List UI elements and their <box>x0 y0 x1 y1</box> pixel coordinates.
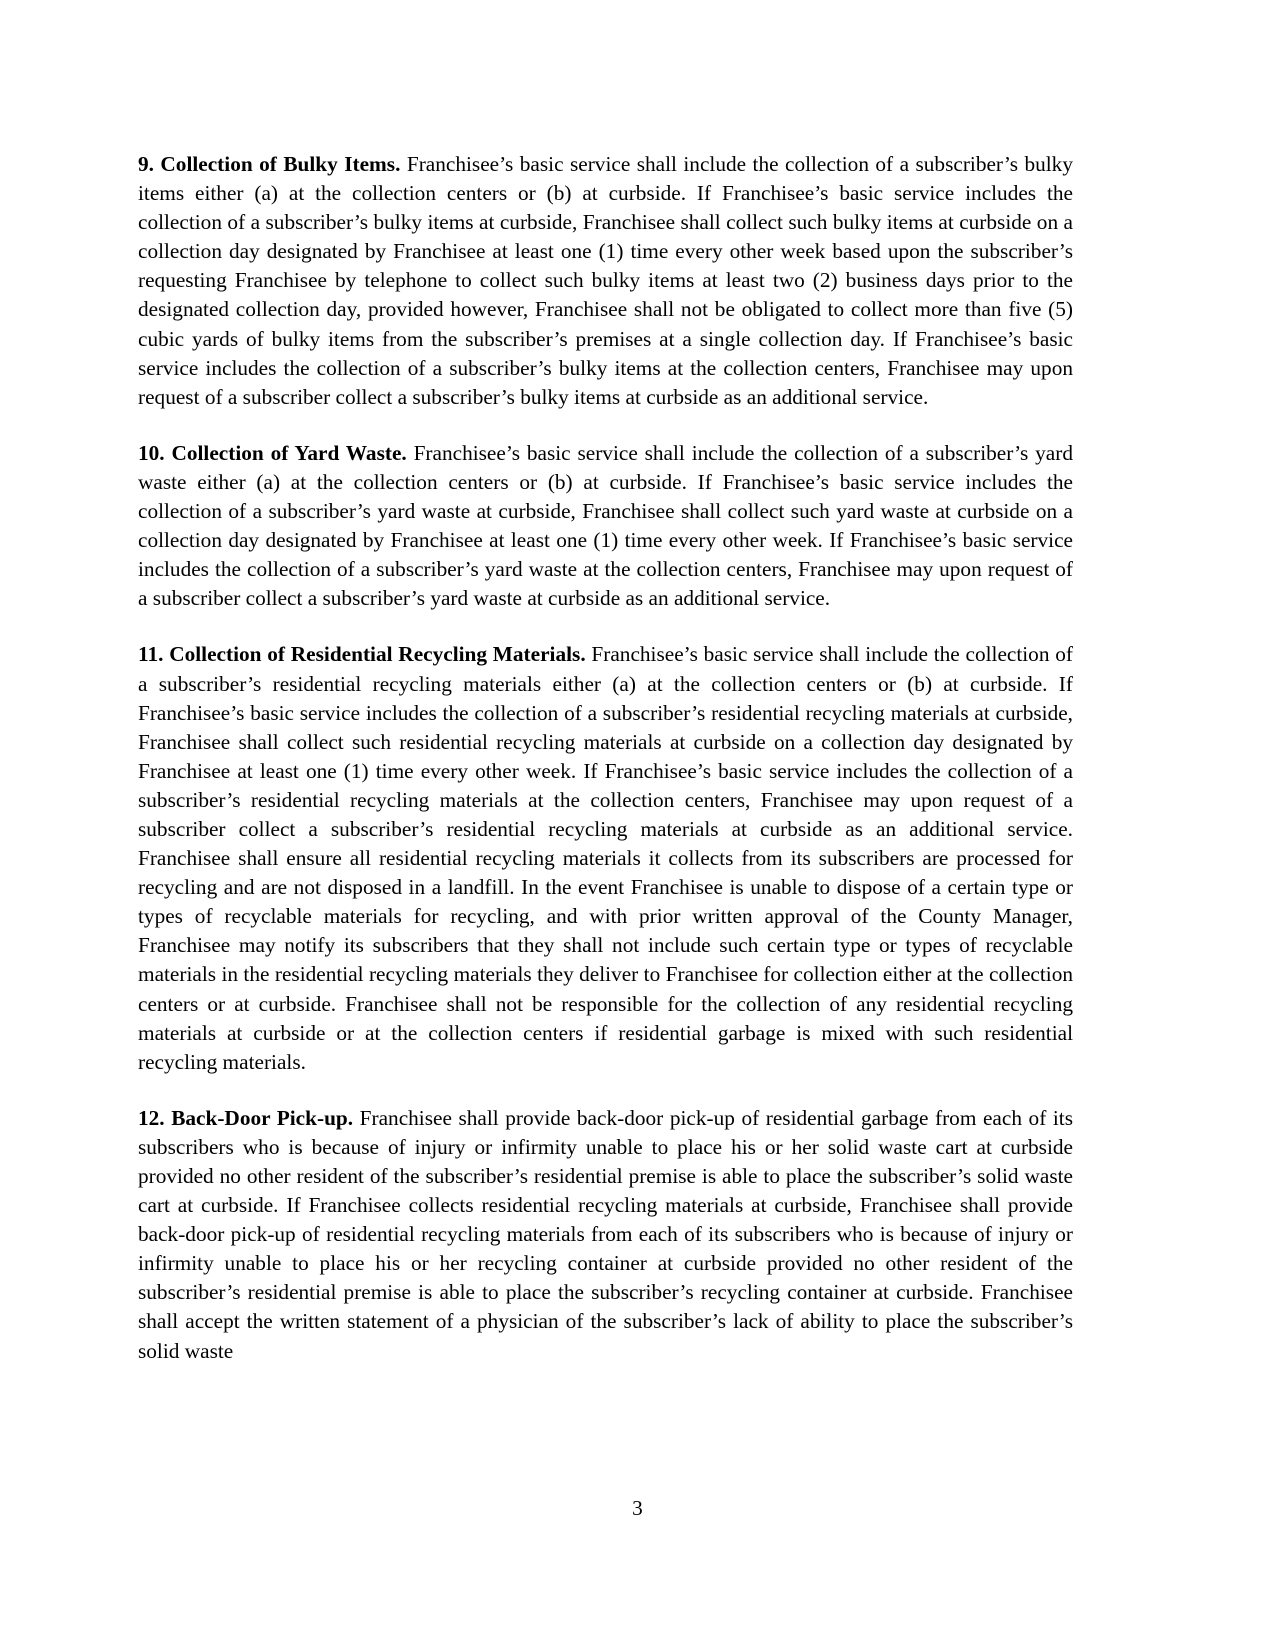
paragraph-section-9 <box>138 150 1073 412</box>
paragraph-section-10 <box>138 439 1073 614</box>
section-heading-10: 10. Collection of Yard Waste. <box>138 440 407 465</box>
section-body-10: Franchisee’s basic service shall include the collection of a subscriber’s yard waste either (a) at the collection centers or (b) at curbside. If Franchisee’s basic service includes the collection of a subscriber’s yard waste at curbside, Franchisee shall collect such yard waste at curbside on a collection day designated by Franchisee at least one (1) time every other week. If Franchisee’s basic service includes the collection of a subscriber’s yard waste at the collection centers, Franchisee may upon request of a subscriber collect a subscriber’s yard waste at curbside as an additional service. <box>138 440 1073 611</box>
section-body-12: Franchisee shall provide back-door pick-up of residential garbage from each of its subscribers who is because of injury or infirmity unable to place his or her solid waste cart at curbside provided no other resident of the subscriber’s residential premise is able to place the subscriber’s solid waste cart at curbside. If Franchisee collects residential recycling materials at curbside, Franchisee shall provide back-door pick-up of residential recycling materials from each of its subscribers who is because of injury or infirmity unable to place his or her recycling container at curbside provided no other resident of the subscriber’s residential premise is able to place the subscriber’s recycling container at curbside. Franchisee shall accept the written statement of a physician of the subscriber’s lack of ability to place the subscriber’s solid waste <box>138 1105 1073 1363</box>
section-body-9: Franchisee’s basic service shall include the collection of a subscriber’s bulky items either (a) at the collection centers or (b) at curbside. If Franchisee’s basic service includes the collection of a subscriber’s bulky items at curbside, Franchisee shall collect such bulky items at curbside on a collection day designated by Franchisee at least one (1) time every other week based upon the subscriber’s requesting Franchisee by telephone to collect such bulky items at least two (2) business days prior to the designated collection day, provided however, Franchisee shall not be obligated to collect more than five (5) cubic yards of bulky items from the subscriber’s premises at a single collection day. If Franchisee’s basic service includes the collection of a subscriber’s bulky items at the collection centers, Franchisee may upon request of a subscriber collect a subscriber’s bulky items at curbside as an additional service. <box>138 152 1073 409</box>
section-heading-12: 12. Back-Door Pick-up. <box>138 1105 354 1130</box>
paragraph-section-11 <box>138 640 1073 1076</box>
section-body-11: Franchisee’s basic service shall include the collection of a subscriber’s residential recycling materials either (a) at the collection centers or (b) at curbside. If Franchisee’s basic service includes the collection of a subscriber’s residential recycling materials at curbside, Franchisee shall collect such residential recycling materials at curbside on a collection day designated by Franchisee at least one (1) time every other week. If Franchisee’s basic service includes the collection of a subscriber’s residential recycling materials at the collection centers, Franchisee may upon request of a subscriber collect a subscriber’s residential recycling materials at curbside as an additional service. Franchisee shall ensure all residential recycling materials it collects from its subscribers are processed for recycling and are not disposed in a landfill. In the event Franchisee is unable to dispose of a certain type or types of recyclable materials for recycling, and with prior written approval of the County Manager, Franchisee may notify its subscribers that they shall not include such certain type or types of recyclable materials in the residential recycling materials they deliver to Franchisee for collection either at the collection centers or at curbside. Franchisee shall not be responsible for the collection of any residential recycling materials at curbside or at the collection centers if residential garbage is mixed with such residential recycling materials. <box>138 642 1073 1074</box>
section-heading-9: 9. Collection of Bulky Items. <box>138 152 401 176</box>
document-body <box>138 150 1073 1366</box>
page-number: 3 <box>632 1496 643 1520</box>
paragraph-section-12 <box>138 1104 1073 1366</box>
section-heading-11: 11. Collection of Residential Recycling Materials. <box>138 642 586 667</box>
